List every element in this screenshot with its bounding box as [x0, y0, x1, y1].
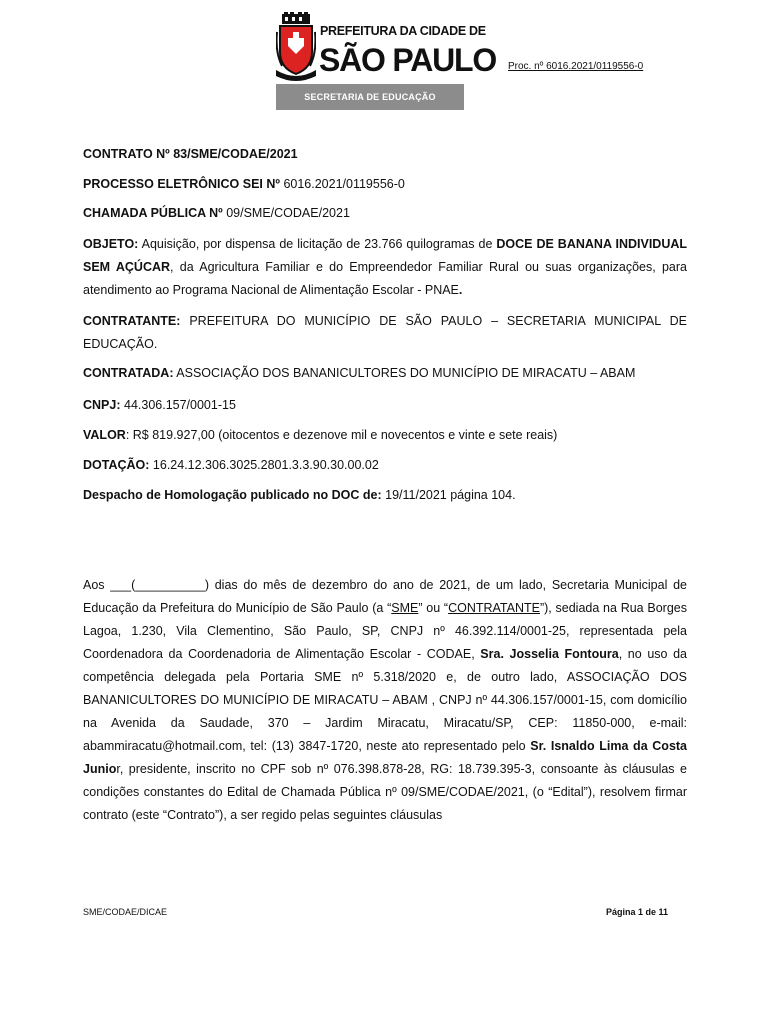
contratante-label: CONTRATANTE:: [83, 314, 181, 328]
preamble-sme: SME: [391, 601, 419, 615]
preamble-text3: ”), sediada na Rua Borges Lagoa, 1.230, Vila Clementino, São Paulo, SP, CNPJ nº 46.392.114/0001-25, representada pela Coordenadora da Coordenadoria de Alimentação Escolar - CODAE,: [83, 601, 687, 661]
cnpj-value: 44.306.157/0001-15: [120, 398, 236, 412]
logo-line2: SÃO PAULO: [319, 42, 497, 78]
valor-label: VALOR: [83, 428, 126, 442]
logo-band: SECRETARIA DE EDUCAÇÃO: [276, 84, 464, 110]
cnpj-line: [83, 394, 687, 417]
chamada-line: [83, 202, 687, 225]
dotacao-value: 16.24.12.306.3025.2801.3.3.90.30.00.02: [149, 458, 379, 472]
despacho-line: [83, 484, 687, 507]
despacho-value: 19/11/2021 página 104.: [381, 488, 516, 502]
dotacao-line: [83, 454, 687, 477]
preamble-text5: r, presidente, inscrito no CPF sob nº 076.398.878-28, RG: 18.739.395-3, consoante às cláusulas e condições constantes do Edital de Chamada Pública nº 09/SME/CODAE/2021, (o “Edital”), resolvem firmar contrato (este “Contrato”), a ser regido pelas seguintes cláusulas: [83, 762, 687, 822]
contract-number-text: CONTRATO Nº 83/SME/CODAE/2021: [83, 147, 298, 161]
processo-label: PROCESSO ELETRÔNICO SEI Nº: [83, 177, 280, 191]
preamble-text4: , no uso da competência delegada pela Portaria SME nº 5.318/2020 e, de outro lado, ASSOCIAÇÃO DOS BANANICULTORES DO MUNICÍPIO DE MIRACATU – ABAM , CNPJ nº 44.306.157/0001-15, com domicílio na Avenida da Saudade, 370 – Jardim Miracatu, Miracatu/SP, CEP: 11850-000, e-mail: abammiracatu@hotmail.com, tel: (13) 3847-1720, neste ato representado pelo: [83, 647, 687, 753]
preamble-representative1: Sra. Josselia Fontoura: [480, 647, 619, 661]
valor-value: : R$ 819.927,00 (oitocentos e dezenove mil e novecentos e vinte e sete reais): [125, 428, 558, 442]
dotacao-label: DOTAÇÃO:: [83, 458, 150, 472]
preamble-paragraph: [83, 574, 687, 827]
contract-number: [83, 143, 687, 166]
chamada-label: CHAMADA PÚBLICA Nº: [83, 206, 223, 220]
preamble-representative2: Sr. Isnaldo Lima da Costa Junio: [83, 739, 688, 776]
logo-line1: PREFEITURA DA CIDADE DE: [320, 24, 486, 38]
objeto-end: .: [458, 283, 463, 297]
preamble-text2: ” ou “: [418, 601, 449, 615]
processo-line: [83, 173, 687, 196]
coat-of-arms-icon: [276, 12, 316, 82]
processo-value: 6016.2021/0119556-0: [279, 177, 405, 191]
contratada-value: ASSOCIAÇÃO DOS BANANICULTORES DO MUNICÍPIO DE MIRACATU – ABAM: [173, 366, 636, 380]
prefeitura-logo: [276, 10, 497, 110]
valor-line: [83, 424, 687, 447]
preamble-text1: Aos ___(__________) dias do mês de dezembro do ano de 2021, de um lado, Secretaria Municipal de Educação da Prefeitura do Município de São Paulo (a “: [83, 578, 687, 615]
objeto-text1: Aquisição, por dispensa de licitação de 23.766 quilogramas de: [138, 237, 497, 251]
footer-department: SME/CODAE/DICAE: [83, 907, 168, 917]
preamble-contratante: CONTRATANTE: [448, 601, 540, 615]
objeto-label: OBJETO:: [83, 237, 139, 251]
contratante-value: PREFEITURA DO MUNICÍPIO DE SÃO PAULO – SECRETARIA MUNICIPAL DE EDUCAÇÃO.: [83, 314, 687, 351]
objeto-text2: , da Agricultura Familiar e do Empreendedor Familiar Rural ou suas organizações, para atendimento ao Programa Nacional de Alimentação Escolar - PNAE: [83, 260, 687, 297]
objeto-paragraph: [83, 233, 687, 302]
objeto-product: DOCE DE BANANA INDIVIDUAL SEM AÇÚCAR: [83, 237, 688, 274]
process-number: Proc. nº 6016.2021/0119556-0: [508, 61, 644, 72]
contratada-line: [83, 362, 687, 385]
cnpj-label: CNPJ:: [83, 398, 121, 412]
despacho-label: Despacho de Homologação publicado no DOC de:: [83, 488, 382, 502]
footer-page-number: Página 1 de 11: [606, 907, 669, 917]
contratante-paragraph: [83, 310, 687, 356]
chamada-value: 09/SME/CODAE/2021: [222, 206, 350, 220]
contratada-label: CONTRATADA:: [83, 366, 174, 380]
logo-top: [276, 10, 497, 84]
